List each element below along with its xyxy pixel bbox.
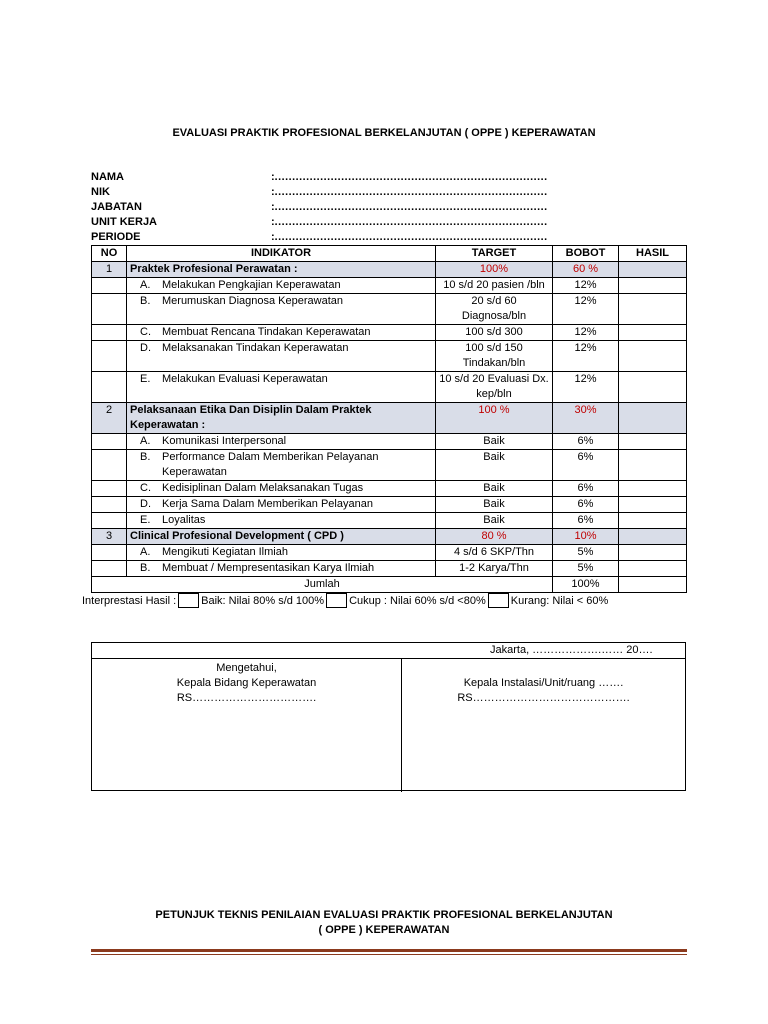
item-target: 100 s/d 150 Tindakan/bln — [436, 341, 553, 372]
item-bobot: 12% — [553, 325, 619, 341]
item-bobot: 6% — [553, 481, 619, 497]
table-row — [92, 434, 687, 450]
item-bobot: 6% — [553, 513, 619, 529]
checkbox-kurang[interactable] — [488, 593, 509, 608]
item-target: Baik — [436, 513, 553, 529]
table-row — [92, 294, 687, 325]
footer-title-line-1: PETUNJUK TEKNIS PENILAIAN EVALUASI PRAKTIK PROFESIONAL BERKELANJUTAN — [155, 909, 613, 921]
table-header-row — [92, 246, 687, 262]
identity-label: JABATAN — [91, 201, 142, 213]
group-title: Pelaksanaan Etika Dan Disiplin Dalam Praktek Keperawatan : — [127, 403, 436, 434]
group-row — [92, 262, 687, 278]
group-target: 80 % — [436, 529, 553, 545]
total-bobot: 100% — [553, 577, 619, 593]
item-text: Mengikuti Kegiatan Ilmiah — [162, 546, 288, 558]
item-target: Baik — [436, 434, 553, 450]
item-target: Baik — [436, 497, 553, 513]
hasil-cell[interactable] — [619, 294, 687, 325]
identity-block — [91, 170, 691, 245]
sign-right-line: RS……………………………………. — [457, 692, 630, 704]
hasil-cell[interactable] — [619, 325, 687, 341]
interpretation-row — [82, 593, 608, 608]
group-row — [92, 403, 687, 434]
item-text: Performance Dalam Memberikan Pelayanan Keperawatan — [162, 451, 379, 478]
hasil-cell[interactable] — [619, 545, 687, 561]
header-bobot: BOBOT — [553, 246, 619, 262]
group-row — [92, 529, 687, 545]
group-bobot: 30% — [553, 403, 619, 434]
item-letter: E. — [140, 514, 151, 526]
item-target: 20 s/d 60 Diagnosa/bln — [436, 294, 553, 325]
item-bobot: 12% — [553, 372, 619, 403]
identity-label: PERIODE — [91, 231, 141, 243]
item-text: Melakukan Pengkajian Keperawatan — [162, 279, 341, 291]
group-title: Clinical Profesional Development ( CPD ) — [127, 529, 436, 545]
identity-row-jabatan — [91, 200, 691, 215]
item-bobot: 5% — [553, 561, 619, 577]
item-target: 4 s/d 6 SKP/Thn — [436, 545, 553, 561]
sign-left-line: Kepala Bidang Keperawatan — [176, 677, 317, 689]
hasil-cell[interactable] — [619, 481, 687, 497]
group-bobot: 10% — [553, 529, 619, 545]
item-text: Loyalitas — [162, 514, 206, 526]
group-bobot: 60 % — [553, 262, 619, 278]
identity-field: :…………………………………………………………………… — [271, 201, 548, 213]
table-row — [92, 481, 687, 497]
hasil-cell[interactable] — [619, 372, 687, 403]
hasil-cell[interactable] — [619, 403, 687, 434]
header-no: NO — [92, 246, 127, 262]
item-text: Membuat Rencana Tindakan Keperawatan — [162, 326, 371, 338]
item-bobot: 6% — [553, 434, 619, 450]
identity-field: :…………………………………………………………………… — [271, 186, 548, 198]
item-target: 1-2 Karya/Thn — [436, 561, 553, 577]
identity-field: :…………………………………………………………………… — [271, 231, 548, 243]
option-baik: Baik: Nilai 80% s/d 100% — [201, 594, 325, 607]
item-text: Melaksanakan Tindakan Keperawatan — [162, 342, 349, 354]
signature-right — [402, 659, 685, 706]
identity-field: :…………………………………………………………………… — [271, 216, 548, 228]
item-letter: A. — [140, 279, 151, 291]
table-row — [92, 513, 687, 529]
identity-row-nik — [91, 185, 691, 200]
item-letter: E. — [140, 373, 151, 385]
item-text: Melakukan Evaluasi Keperawatan — [162, 373, 328, 385]
interpretation-label: Interprestasi Hasil : — [82, 594, 177, 607]
hasil-cell[interactable] — [619, 450, 687, 481]
item-text: Kerja Sama Dalam Memberikan Pelayanan — [162, 498, 373, 510]
hasil-cell[interactable] — [619, 341, 687, 372]
hasil-cell[interactable] — [619, 497, 687, 513]
signature-box — [91, 642, 686, 791]
group-no: 1 — [92, 262, 127, 278]
hasil-cell[interactable] — [619, 513, 687, 529]
item-text: Komunikasi Interpersonal — [162, 435, 287, 447]
sign-right-line: Kepala Instalasi/Unit/ruang ……. — [463, 677, 624, 689]
table-row — [92, 450, 687, 481]
sign-left-line: Mengetahui, — [216, 662, 277, 674]
table-row — [92, 497, 687, 513]
item-letter: A. — [140, 546, 151, 558]
group-no: 2 — [92, 403, 127, 434]
identity-label: NAMA — [91, 171, 124, 183]
item-bobot: 6% — [553, 497, 619, 513]
item-letter: A. — [140, 435, 151, 447]
identity-label: NIK — [91, 186, 110, 198]
group-target: 100% — [436, 262, 553, 278]
divider-rule — [91, 949, 687, 952]
table-row — [92, 545, 687, 561]
item-target: 100 s/d 300 — [436, 325, 553, 341]
item-bobot: 12% — [553, 341, 619, 372]
item-bobot: 12% — [553, 294, 619, 325]
header-target: TARGET — [436, 246, 553, 262]
checkbox-cukup[interactable] — [326, 593, 347, 608]
header-hasil: HASIL — [619, 246, 687, 262]
identity-field: :…………………………………………………………………… — [271, 171, 548, 183]
hasil-cell[interactable] — [619, 561, 687, 577]
total-label: Jumlah — [92, 577, 553, 593]
table-row — [92, 325, 687, 341]
identity-row-periode — [91, 230, 691, 245]
item-target: 10 s/d 20 Evaluasi Dx. kep/bln — [436, 372, 553, 403]
item-text: Merumuskan Diagnosa Keperawatan — [162, 295, 343, 307]
item-target: Baik — [436, 450, 553, 481]
table-row — [92, 341, 687, 372]
hasil-cell[interactable] — [619, 434, 687, 450]
table-row — [92, 561, 687, 577]
item-target: 10 s/d 20 pasien /bln — [436, 278, 553, 294]
group-title: Praktek Profesional Perawatan : — [127, 262, 436, 278]
item-letter: B. — [140, 562, 151, 574]
total-row — [92, 577, 687, 593]
table-row — [92, 278, 687, 294]
item-text: Membuat / Mempresentasikan Karya Ilmiah — [162, 562, 375, 574]
page-title: EVALUASI PRAKTIK PROFESIONAL BERKELANJUTAN ( OPPE ) KEPERAWATAN — [172, 127, 596, 139]
item-bobot: 5% — [553, 545, 619, 561]
header-indikator: INDIKATOR — [127, 246, 436, 262]
item-text: Kedisiplinan Dalam Melaksanakan Tugas — [162, 482, 364, 494]
hasil-cell[interactable] — [619, 577, 687, 593]
item-letter: C. — [140, 326, 151, 338]
table-row — [92, 372, 687, 403]
group-target: 100 % — [436, 403, 553, 434]
item-target: Baik — [436, 481, 553, 497]
item-letter: C. — [140, 482, 151, 494]
item-letter: D. — [140, 342, 151, 354]
evaluation-table — [91, 245, 687, 593]
item-letter: D. — [140, 498, 151, 510]
option-cukup: Cukup : Nilai 60% s/d <80% — [349, 594, 486, 607]
option-kurang: Kurang: Nilai < 60% — [510, 594, 609, 607]
checkbox-baik[interactable] — [178, 593, 199, 608]
item-letter: B. — [140, 295, 151, 307]
divider-rule-thin — [91, 954, 687, 955]
identity-row-unit-kerja — [91, 215, 691, 230]
hasil-cell[interactable] — [619, 529, 687, 545]
signature-date-row — [92, 643, 685, 659]
identity-row-nama — [91, 170, 691, 185]
date-line: Jakarta, ……………….…… 20…. — [490, 644, 653, 656]
hasil-cell[interactable] — [619, 262, 687, 278]
item-bobot: 6% — [553, 450, 619, 481]
hasil-cell[interactable] — [619, 278, 687, 294]
footer-title-line-2: ( OPPE ) KEPERAWATAN — [318, 924, 450, 936]
identity-label: UNIT KERJA — [91, 216, 158, 228]
sign-left-line: RS……………………………. — [176, 692, 317, 704]
item-bobot: 12% — [553, 278, 619, 294]
group-no: 3 — [92, 529, 127, 545]
item-letter: B. — [140, 451, 151, 463]
signature-left — [92, 659, 402, 792]
